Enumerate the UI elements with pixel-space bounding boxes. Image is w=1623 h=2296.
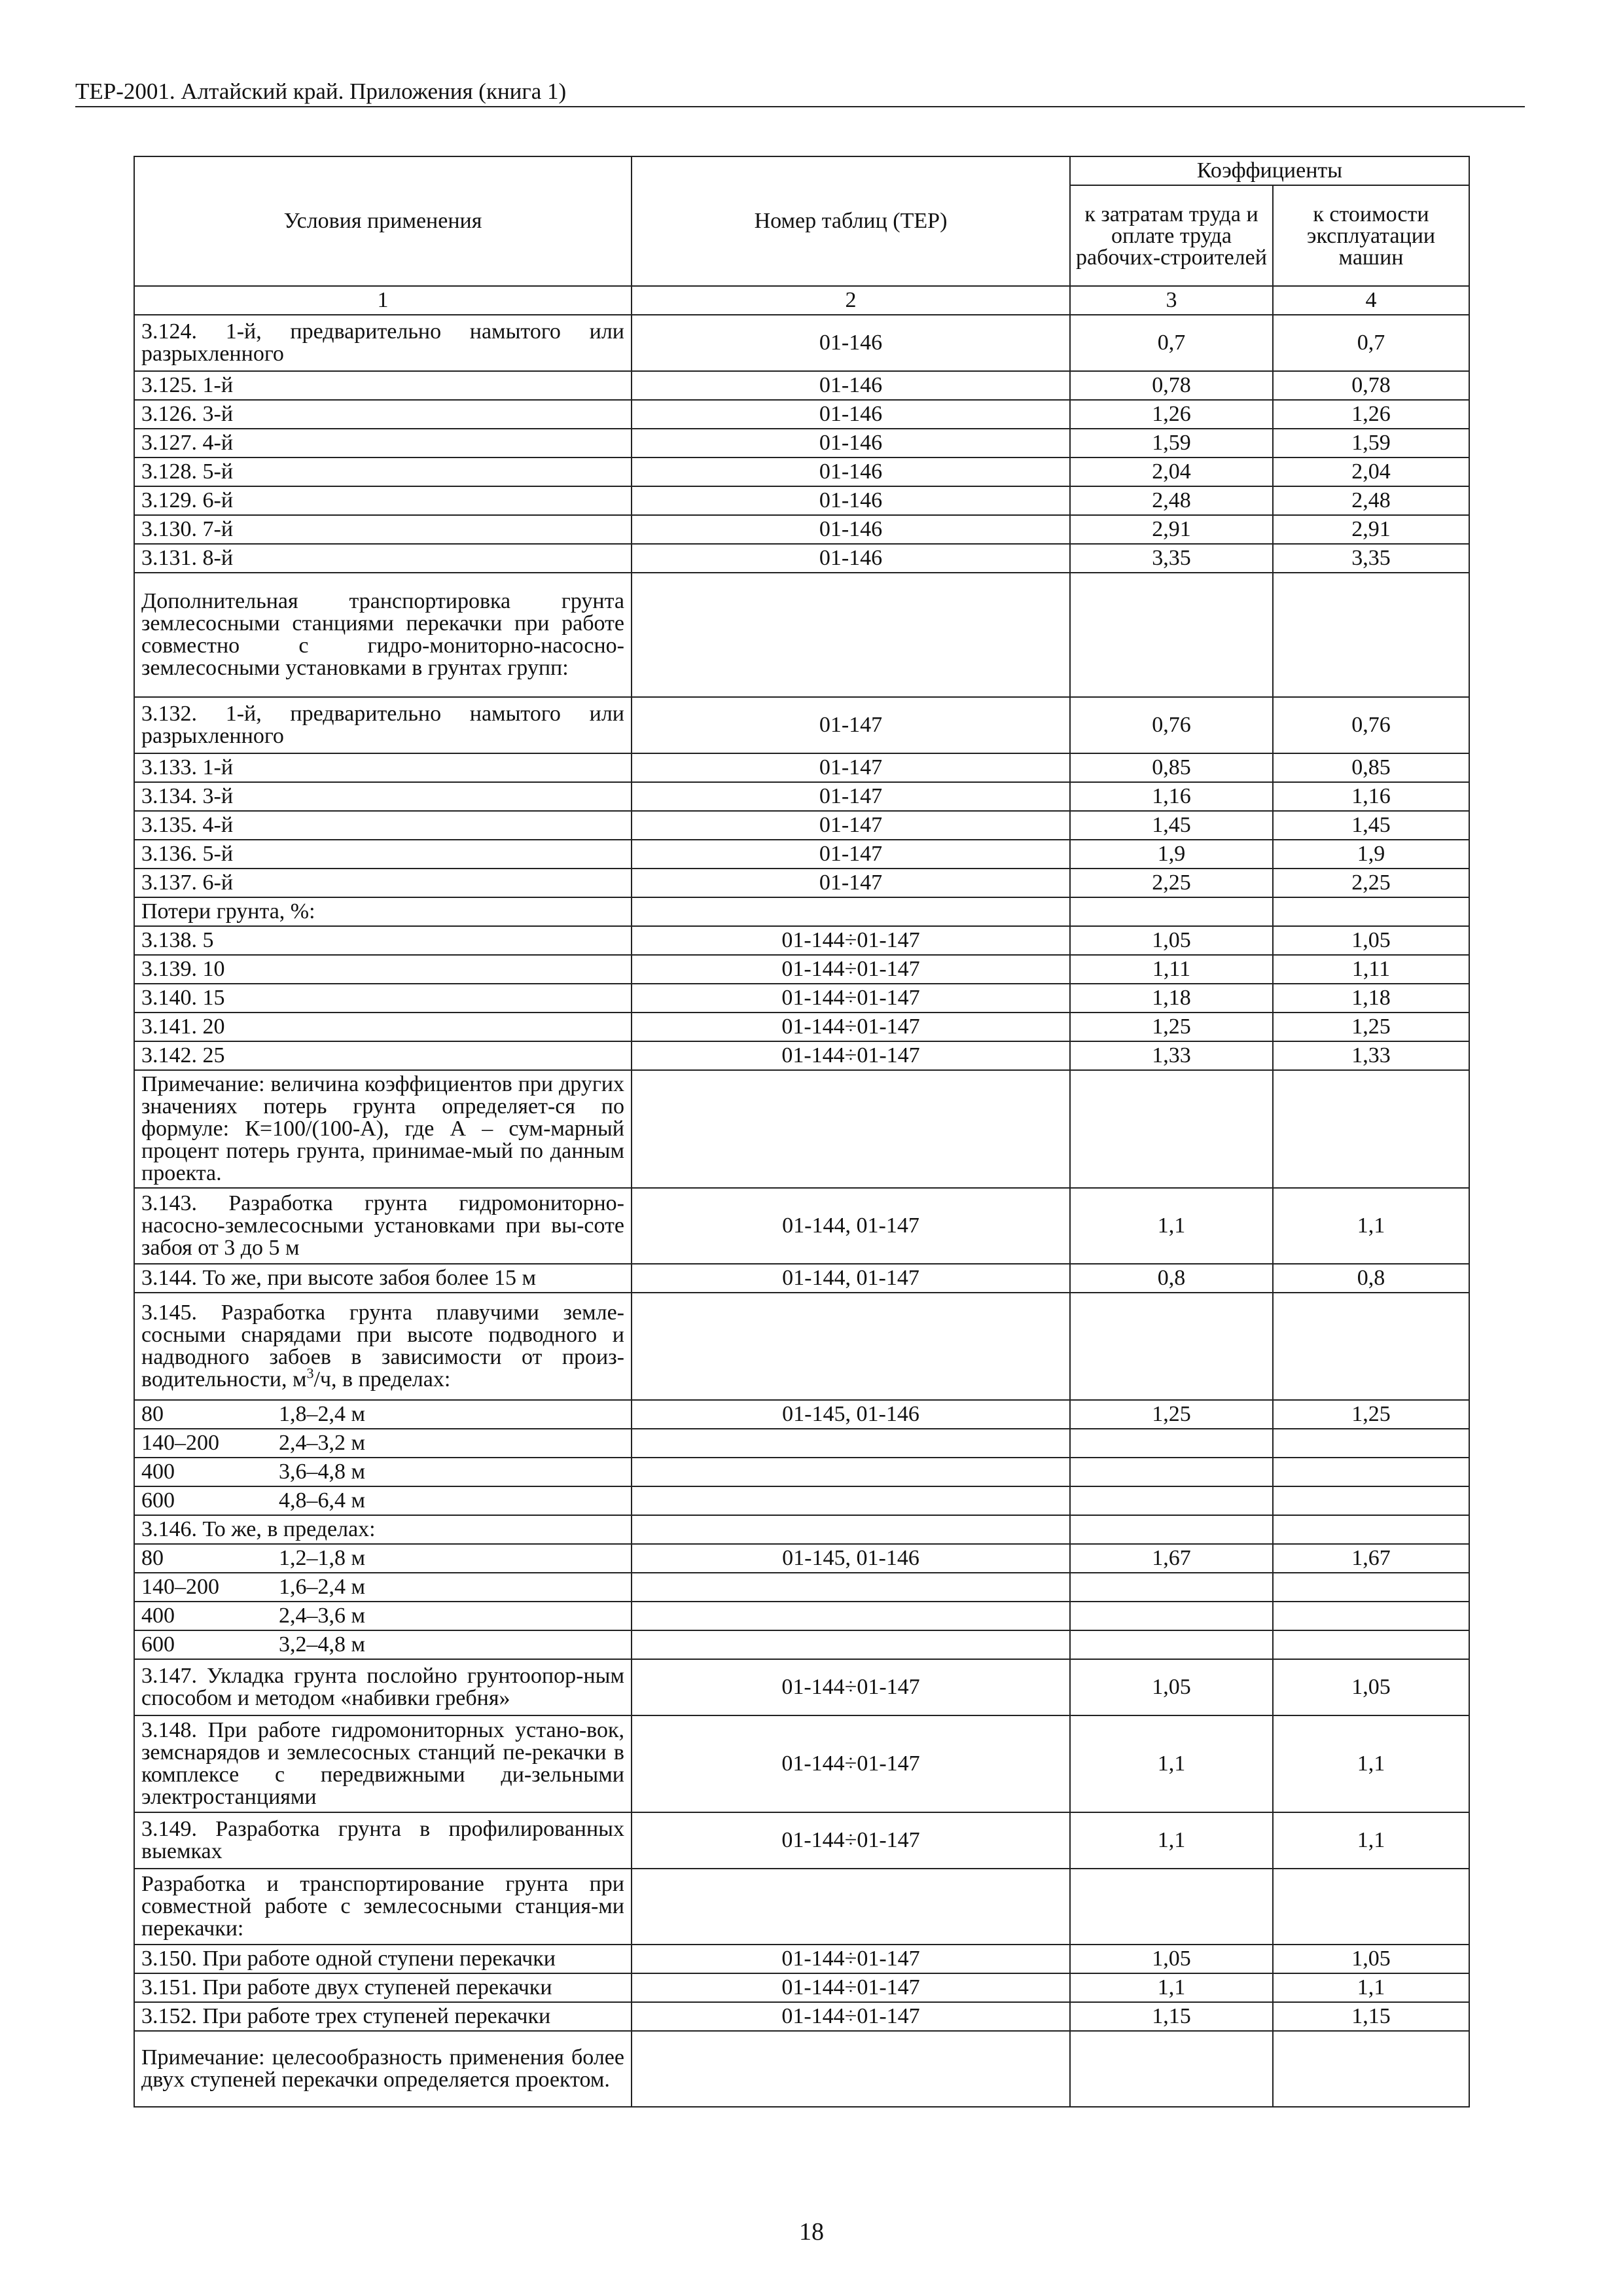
table-row [134,400,1469,429]
machine-coef-cell [1273,1486,1469,1515]
labor-coef-cell: 1,1 [1070,1715,1273,1812]
table-number-cell: 01-146 [632,429,1070,457]
condition-cell: Потери грунта, %: [134,897,632,926]
table-number-cell [632,1515,1070,1544]
table-row [134,1013,1469,1041]
condition-cell: 3.136. 5-й [134,840,632,869]
col-number: 3 [1070,286,1273,315]
condition-cell: 3.146. То же, в пределах: [134,1515,632,1544]
condition-cell [134,1544,632,1573]
machine-coef-cell: 2,04 [1273,457,1469,486]
condition-cell: 3.129. 6-й [134,486,632,515]
labor-coef-cell [1070,1486,1273,1515]
table-number-cell [632,1869,1070,1945]
machine-coef-cell: 1,67 [1273,1544,1469,1573]
condition-cell: Дополнительная транспортировка грунта землесосными станциями перекачки при работе совместно с гидро-мониторно-насосно-землесосными установками в грунтах групп: [134,573,632,697]
machine-coef-cell [1273,1602,1469,1630]
depth-range: 2,4–3,6 м [279,1604,366,1628]
labor-coef-cell [1070,1602,1273,1630]
table-number-cell: 01-147 [632,697,1070,753]
header-rule [75,106,1525,107]
labor-coef-cell: 1,67 [1070,1544,1273,1573]
labor-coef-cell: 0,85 [1070,753,1273,782]
table-row [134,315,1469,371]
labor-coef-cell [1070,1573,1273,1602]
machine-coef-cell [1273,1429,1469,1458]
labor-coef-cell: 1,45 [1070,811,1273,840]
table-number-cell: 01-147 [632,782,1070,811]
condition-cell: 3.126. 3-й [134,400,632,429]
productivity-value: 140–200 [141,1431,219,1455]
table-row [134,984,1469,1013]
condition-cell [134,1602,632,1630]
table-number-cell [632,897,1070,926]
table-number-cell [632,573,1070,697]
table-number-cell: 01-144, 01-147 [632,1188,1070,1264]
machine-coef-cell [1273,1070,1469,1188]
table-number-cell: 01-144÷01-147 [632,1945,1070,1973]
labor-coef-cell: 1,15 [1070,2002,1273,2031]
labor-coef-cell [1070,573,1273,697]
labor-coef-cell: 0,78 [1070,371,1273,400]
table-row [134,1812,1469,1869]
col-number: 2 [632,286,1070,315]
labor-coef-cell [1070,1429,1273,1458]
depth-range: 4,8–6,4 м [279,1488,366,1513]
condition-cell: 3.124. 1-й, предварительно намытого или разрыхленного [134,315,632,371]
table-row [134,1515,1469,1544]
condition-cell: 3.125. 1-й [134,371,632,400]
labor-coef-cell [1070,2031,1273,2107]
condition-cell: 3.142. 25 [134,1041,632,1070]
condition-cell: 3.131. 8-й [134,544,632,573]
depth-range: 2,4–3,2 м [279,1431,366,1455]
productivity-value: 80 [141,1546,164,1570]
condition-cell: 3.130. 7-й [134,515,632,544]
labor-coef-cell [1070,1869,1273,1945]
machine-coef-cell [1273,1573,1469,1602]
condition-cell: 3.151. При работе двух ступеней перекачки [134,1973,632,2002]
condition-cell: 3.152. При работе трех ступеней перекачки [134,2002,632,2031]
table-row [134,1544,1469,1573]
labor-coef-cell: 0,7 [1070,315,1273,371]
table-row [134,1041,1469,1070]
labor-coef-cell: 1,1 [1070,1188,1273,1264]
labor-coef-cell [1070,1458,1273,1486]
machine-coef-cell: 1,05 [1273,1659,1469,1715]
machine-coef-cell: 1,1 [1273,1715,1469,1812]
machine-coef-cell: 1,25 [1273,1013,1469,1041]
table-number-cell [632,1458,1070,1486]
table-row [134,869,1469,897]
machine-coef-cell: 1,45 [1273,811,1469,840]
condition-cell: 3.134. 3-й [134,782,632,811]
labor-coef-cell: 1,9 [1070,840,1273,869]
table-row [134,544,1469,573]
condition-text-tail: /ч, в пределах: [313,1367,451,1391]
machine-coef-cell: 0,85 [1273,753,1469,782]
productivity-value: 400 [141,1604,175,1628]
machine-coef-cell: 2,25 [1273,869,1469,897]
table-number-cell: 01-145, 01-146 [632,1544,1070,1573]
table-row [134,2002,1469,2031]
labor-coef-cell [1070,897,1273,926]
condition-cell: 3.141. 20 [134,1013,632,1041]
table-number-cell: 01-147 [632,840,1070,869]
labor-coef-cell: 1,25 [1070,1400,1273,1429]
labor-coef-cell: 2,48 [1070,486,1273,515]
depth-range: 1,6–2,4 м [279,1575,366,1599]
condition-cell: Примечание: величина коэффициентов при других значениях потерь грунта определяет-ся по формуле: К=100/(100-А), где А – сум-марный процент потерь грунта, принимае-мый по данным проекта. [134,1070,632,1188]
table-row [134,782,1469,811]
machine-coef-cell [1273,1515,1469,1544]
labor-coef-cell: 1,16 [1070,782,1273,811]
table-number-cell [632,1070,1070,1188]
table-row [134,1945,1469,1973]
table-row [134,1869,1469,1945]
table-row [134,1188,1469,1264]
table-row [134,753,1469,782]
productivity-value: 80 [141,1402,164,1426]
condition-cell: 3.140. 15 [134,984,632,1013]
machine-coef-cell: 1,16 [1273,782,1469,811]
labor-coef-cell: 3,35 [1070,544,1273,573]
col-number: 1 [134,286,632,315]
condition-cell [134,1573,632,1602]
table-row [134,1293,1469,1400]
machine-coef-cell [1273,1630,1469,1659]
table-number-cell [632,1429,1070,1458]
col-number: 4 [1273,286,1469,315]
machine-coef-cell: 1,59 [1273,429,1469,457]
condition-cell: 3.133. 1-й [134,753,632,782]
coefficients-table [134,156,1470,2108]
superscript: 3 [306,1365,314,1382]
table-number-cell: 01-146 [632,515,1070,544]
labor-coef-cell [1070,1293,1273,1400]
table-number-cell: 01-146 [632,371,1070,400]
depth-range: 3,6–4,8 м [279,1460,366,1484]
condition-cell: 3.149. Разработка грунта в профилированных выемках [134,1812,632,1869]
labor-coef-cell: 1,33 [1070,1041,1273,1070]
condition-cell: 3.150. При работе одной ступени перекачки [134,1945,632,1973]
labor-coef-cell [1070,1515,1273,1544]
table-row [134,486,1469,515]
machine-coef-cell: 1,1 [1273,1973,1469,2002]
labor-coef-cell [1070,1630,1273,1659]
table-row [134,955,1469,984]
condition-cell: 3.148. При работе гидромониторных устано-вок, земснарядов и землесосных станций пе-рекачки в комплексе с передвижными ди-зельными электростанциями [134,1715,632,1812]
table-number-cell: 01-144÷01-147 [632,1715,1070,1812]
condition-cell [134,1429,632,1458]
machine-coef-cell [1273,1293,1469,1400]
labor-coef-cell: 2,91 [1070,515,1273,544]
machine-coef-cell: 2,91 [1273,515,1469,544]
machine-coef-cell: 0,78 [1273,371,1469,400]
table-row [134,1659,1469,1715]
labor-coef-cell: 1,1 [1070,1812,1273,1869]
table-row [134,1400,1469,1429]
table-row [134,1429,1469,1458]
table-number-cell: 01-146 [632,486,1070,515]
labor-coef-cell: 1,05 [1070,926,1273,955]
table-row [134,926,1469,955]
productivity-value: 600 [141,1632,175,1657]
table-row [134,1715,1469,1812]
machine-coef-cell [1273,1869,1469,1945]
condition-cell: 3.127. 4-й [134,429,632,457]
condition-cell [134,1486,632,1515]
machine-coef-cell: 1,1 [1273,1188,1469,1264]
header-conditions: Условия применения [134,156,632,286]
table-number-cell: 01-144÷01-147 [632,955,1070,984]
table-number-cell: 01-144÷01-147 [632,1973,1070,2002]
condition-cell: 3.143. Разработка грунта гидромониторно-насосно-землесосными установками при вы-соте забоя от 3 до 5 м [134,1188,632,1264]
machine-coef-cell: 3,35 [1273,544,1469,573]
machine-coef-cell: 1,18 [1273,984,1469,1013]
condition-cell: Примечание: целесообразность применения более двух ступеней перекачки определяется проектом. [134,2031,632,2107]
table-row [134,697,1469,753]
machine-coef-cell: 1,05 [1273,926,1469,955]
depth-range: 1,8–2,4 м [279,1402,366,1426]
table-number-cell: 01-146 [632,544,1070,573]
condition-cell: 3.128. 5-й [134,457,632,486]
header-machines: к стоимости эксплуатации машин [1273,185,1469,286]
machine-coef-cell: 0,8 [1273,1264,1469,1293]
depth-range: 3,2–4,8 м [279,1632,366,1657]
labor-coef-cell: 1,05 [1070,1659,1273,1715]
labor-coef-cell: 0,8 [1070,1264,1273,1293]
labor-coef-cell: 1,59 [1070,429,1273,457]
condition-cell: 3.137. 6-й [134,869,632,897]
productivity-value: 140–200 [141,1575,219,1599]
condition-cell [134,1630,632,1659]
header-coefficients: Коэффициенты [1070,156,1469,185]
machine-coef-cell: 0,7 [1273,315,1469,371]
table-number-cell [632,2031,1070,2107]
table-row [134,515,1469,544]
machine-coef-cell: 1,9 [1273,840,1469,869]
condition-cell: 3.147. Укладка грунта послойно грунтоопор-ным способом и методом «набивки гребня» [134,1659,632,1715]
table-row [134,811,1469,840]
condition-cell [134,1293,632,1400]
table-row [134,2031,1469,2107]
labor-coef-cell: 1,26 [1070,400,1273,429]
table-number-cell [632,1602,1070,1630]
table-row [134,1458,1469,1486]
table-number-cell: 01-146 [632,400,1070,429]
machine-coef-cell: 0,76 [1273,697,1469,753]
labor-coef-cell [1070,1070,1273,1188]
table-number-cell: 01-144÷01-147 [632,1812,1070,1869]
condition-cell [134,1458,632,1486]
condition-text: 3.145. Разработка грунта плавучими земле-сосными снарядами при высоте подводного и надводного забоев в зависимости от произ-водительности, м [141,1300,624,1391]
table-number-cell [632,1630,1070,1659]
table-row [134,840,1469,869]
machine-coef-cell: 1,05 [1273,1945,1469,1973]
labor-coef-cell: 2,25 [1070,869,1273,897]
table-row [134,1630,1469,1659]
machine-coef-cell: 2,48 [1273,486,1469,515]
productivity-value: 600 [141,1488,175,1513]
table-number-cell: 01-144÷01-147 [632,1659,1070,1715]
table-row [134,1070,1469,1188]
depth-range: 1,2–1,8 м [279,1546,366,1570]
table-number-cell: 01-144÷01-147 [632,2002,1070,2031]
table-number-cell: 01-147 [632,869,1070,897]
table-number-cell [632,1293,1070,1400]
machine-coef-cell: 1,26 [1273,400,1469,429]
machine-coef-cell: 1,1 [1273,1812,1469,1869]
table-row [134,371,1469,400]
machine-coef-cell: 1,11 [1273,955,1469,984]
table-row [134,573,1469,697]
table-number-cell: 01-146 [632,457,1070,486]
machine-coef-cell [1273,2031,1469,2107]
page-header: ТЕР-2001. Алтайский край. Приложения (книга 1) [75,79,567,104]
table-number-cell: 01-147 [632,753,1070,782]
labor-coef-cell: 0,76 [1070,697,1273,753]
condition-cell: 3.139. 10 [134,955,632,984]
table-row [134,1602,1469,1630]
table-row [134,1973,1469,2002]
machine-coef-cell: 1,15 [1273,2002,1469,2031]
table-number-cell [632,1573,1070,1602]
page-number: 18 [799,2218,824,2246]
condition-cell: 3.132. 1-й, предварительно намытого или разрыхленного [134,697,632,753]
table-row [134,897,1469,926]
condition-cell: 3.138. 5 [134,926,632,955]
productivity-value: 400 [141,1460,175,1484]
table-number-cell: 01-144÷01-147 [632,1013,1070,1041]
labor-coef-cell: 1,25 [1070,1013,1273,1041]
condition-cell: Разработка и транспортирование грунта при совместной работе с землесосными станция-ми перекачки: [134,1869,632,1945]
table-row [134,1264,1469,1293]
machine-coef-cell: 1,25 [1273,1400,1469,1429]
table-number-cell: 01-144÷01-147 [632,926,1070,955]
labor-coef-cell: 1,18 [1070,984,1273,1013]
condition-cell: 3.144. То же, при высоте забоя более 15 м [134,1264,632,1293]
table-row [134,1486,1469,1515]
table-row [134,457,1469,486]
table-number-cell: 01-144÷01-147 [632,1041,1070,1070]
machine-coef-cell [1273,897,1469,926]
header-labor: к затратам труда и оплате труда рабочих-строителей [1070,185,1273,286]
table-number-cell [632,1486,1070,1515]
labor-coef-cell: 2,04 [1070,457,1273,486]
machine-coef-cell [1273,1458,1469,1486]
labor-coef-cell: 1,11 [1070,955,1273,984]
table-row [134,429,1469,457]
labor-coef-cell: 1,05 [1070,1945,1273,1973]
machine-coef-cell: 1,33 [1273,1041,1469,1070]
table-number-cell: 01-144, 01-147 [632,1264,1070,1293]
condition-cell: 3.135. 4-й [134,811,632,840]
table-number-cell: 01-147 [632,811,1070,840]
labor-coef-cell: 1,1 [1070,1973,1273,2002]
condition-cell [134,1400,632,1429]
table-number-cell: 01-146 [632,315,1070,371]
table-row [134,1573,1469,1602]
header-table-numbers: Номер таблиц (ТЕР) [632,156,1070,286]
machine-coef-cell [1273,573,1469,697]
table-number-cell: 01-144÷01-147 [632,984,1070,1013]
table-number-cell: 01-145, 01-146 [632,1400,1070,1429]
